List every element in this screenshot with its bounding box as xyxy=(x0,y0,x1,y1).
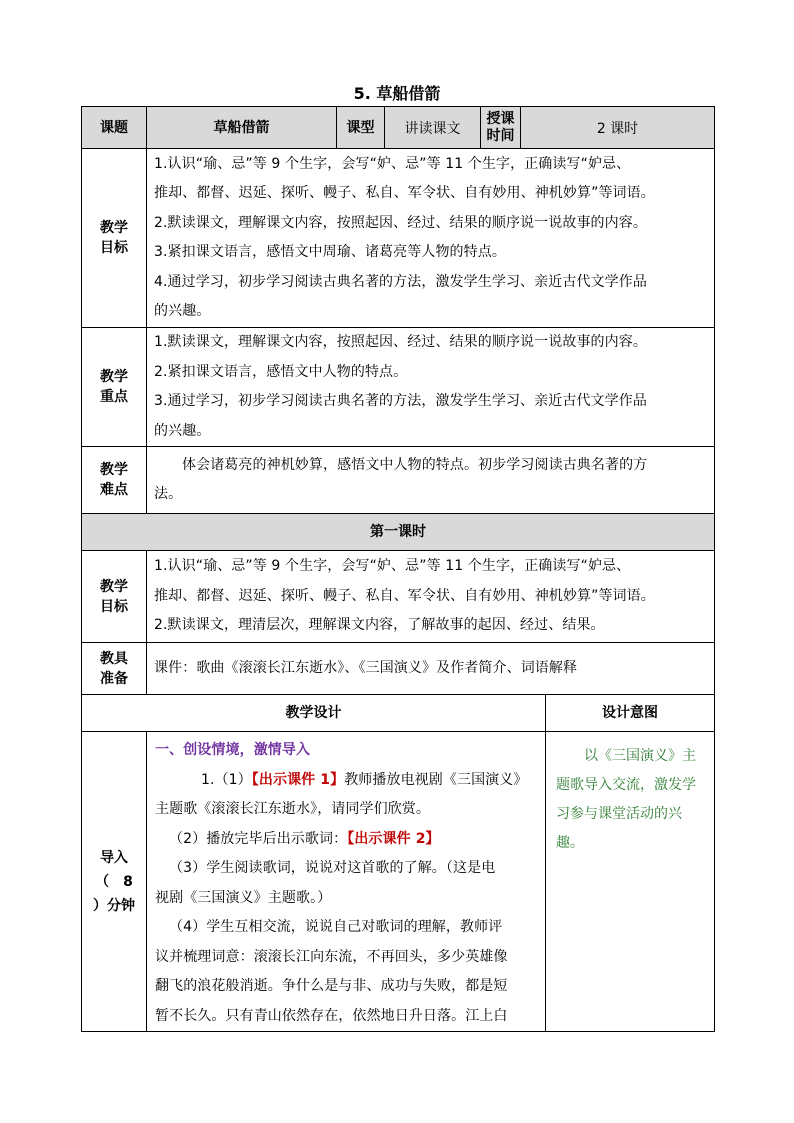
intro-line: （4）学生互相交流，说说自己对歌词的理解，教师评 xyxy=(169,919,503,935)
lesson1-row xyxy=(82,514,715,551)
difficulty-label: 教学 难点 xyxy=(82,447,147,514)
topic-value: 草船借箭 xyxy=(147,107,337,149)
type-value: 讲读课文 xyxy=(385,107,481,149)
design-header-row xyxy=(82,695,715,732)
intro-line: 暂不长久。只有青山依然存在，依然地日升日落。江上白 xyxy=(155,1007,508,1024)
goal-line: 3.紧扣课文语言，感悟文中周瑜、诸葛亮等人物的特点。 xyxy=(154,244,506,260)
intro-design xyxy=(147,732,546,1032)
lesson1-heading: 第一课时 xyxy=(82,514,715,551)
time-value: 2 课时 xyxy=(521,107,715,149)
goals2-row xyxy=(82,551,715,643)
time-label: 授课 时间 xyxy=(481,107,521,149)
keypoints-row xyxy=(82,328,715,447)
design-header-right: 设计意图 xyxy=(546,695,715,732)
intent-line: 趣。 xyxy=(556,835,584,851)
goals-label: 教学 目标 xyxy=(82,149,147,328)
goal-line: 的兴趣。 xyxy=(154,303,211,319)
keypoints-content xyxy=(147,328,715,447)
intro-line: 主题歌《滚滚长江东逝水》，请同学们欣赏。 xyxy=(155,801,430,817)
keypoint-line: 3.通过学习，初步学习阅读古典名著的方法，激发学生学习、亲近古代文学作品 xyxy=(154,393,647,409)
intro-line: （2）播放完毕后出示歌词：【出示课件 2】 xyxy=(169,830,440,847)
difficulty-line: 法。 xyxy=(154,486,183,502)
materials-content: 课件：歌曲《滚滚长江东逝水》、《三国演义》及作者简介、词语解释 xyxy=(147,643,715,695)
goal2-line: 1.认识“瑜、忌”等 9 个生字，会写“妒、忌”等 11 个生字，正确读写“妒忌、 xyxy=(154,558,631,575)
type-label: 课型 xyxy=(337,107,385,149)
keypoints-label: 教学 重点 xyxy=(82,328,147,447)
keypoint-line: 2.紧扣课文语言，感悟文中人物的特点。 xyxy=(154,363,408,380)
intro-line: （3）学生阅读歌词，说说对这首歌的了解。（这是电 xyxy=(169,860,496,876)
goals2-label: 教学 目标 xyxy=(82,551,147,643)
difficulty-content xyxy=(147,447,715,514)
intro-row xyxy=(82,732,715,1032)
difficulty-line: 体会诸葛亮的神机妙算，感悟文中人物的特点。初步学习阅读古典名著的方 xyxy=(182,456,648,473)
intent-line: 以《三国演义》主 xyxy=(556,748,696,764)
intro-line: 翻飞的浪花般消逝。争什么是与非、成功与失败，都是短 xyxy=(155,978,508,994)
intro-line: 视剧《三国演义》主题歌。） xyxy=(155,889,332,906)
goal-line: 2.默读课文，理解课文内容，按照起因、经过、结果的顺序说一说故事的内容。 xyxy=(154,214,647,231)
materials-label: 教具 准备 xyxy=(82,643,147,695)
goal-line: 1.认识“瑜、忌”等 9 个生字，会写“妒、忌”等 11 个生字，正确读写“妒忌、 xyxy=(154,155,631,172)
document-title: 5. 草船借箭 xyxy=(353,84,441,103)
topic-label: 课题 xyxy=(82,107,147,149)
goals-content xyxy=(147,149,715,328)
goals2-content xyxy=(147,551,715,643)
header-row xyxy=(82,107,715,149)
intro-intent xyxy=(546,732,715,1032)
intro-heading: 一、创设情境，激情导入 xyxy=(155,742,311,758)
intro-label: 导入 （ 8 ）分钟 xyxy=(82,732,147,1032)
materials-row xyxy=(82,643,715,695)
goal-line: 4.通过学习，初步学习阅读古典名著的方法，激发学生学习、亲近古代文学作品 xyxy=(154,273,647,290)
intro-line: 1.（1）【出示课件 1】教师播放电视剧《三国演义》 xyxy=(201,771,528,788)
lesson-plan-table xyxy=(81,106,715,1032)
goal2-line: 推却、都督、迟延、探听、幔子、私自、军令状、自有妙用、神机妙算”等词语。 xyxy=(154,587,655,604)
design-header-left: 教学设计 xyxy=(82,695,546,732)
intent-line: 习参与课堂活动的兴 xyxy=(556,806,682,822)
goal-line: 推却、都督、迟延、探听、幔子、私自、军令状、自有妙用、神机妙算”等词语。 xyxy=(154,185,655,201)
intent-line: 题歌导入交流，激发学 xyxy=(556,777,696,793)
keypoint-line: 1.默读课文，理解课文内容，按照起因、经过、结果的顺序说一说故事的内容。 xyxy=(154,334,647,350)
goal2-line: 2.默读课文，理清层次，理解课文内容，了解故事的起因、经过、结果。 xyxy=(154,617,605,634)
keypoint-line: 的兴趣。 xyxy=(154,422,211,439)
goals-row xyxy=(82,149,715,328)
intro-line: 议并梳理词意：滚滚长江向东流，不再回头，多少英雄像 xyxy=(155,948,508,965)
difficulty-row xyxy=(82,447,715,514)
